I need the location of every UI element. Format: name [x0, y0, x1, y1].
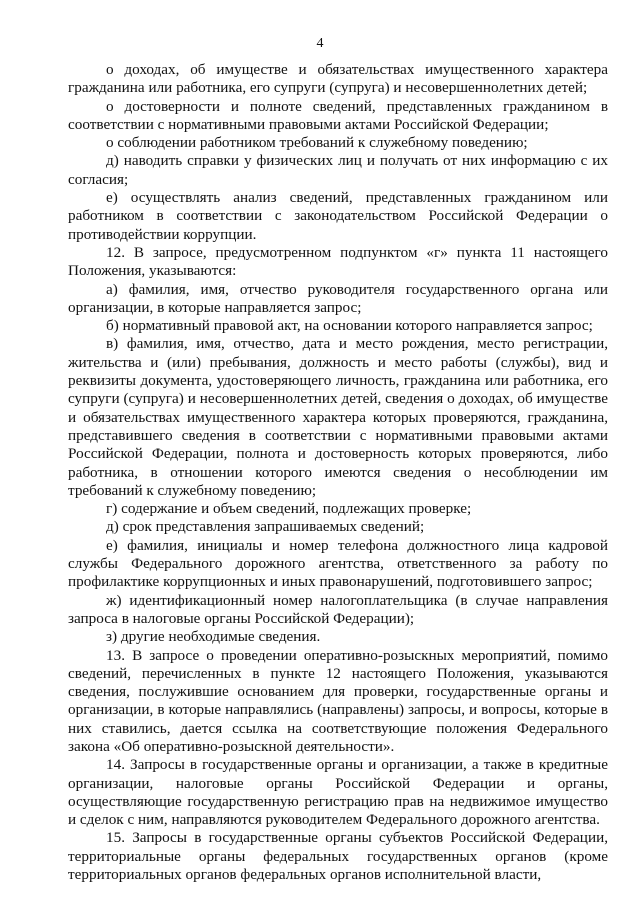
paragraph: ж) идентификационный номер налогоплательщика (в случае направления запроса в налоговые органы Российской Федерации); — [68, 591, 608, 627]
paragraph: о достоверности и полноте сведений, представленных гражданином в соответствии с нормативными правовыми актами Российской Федерации; — [68, 97, 608, 133]
paragraph: о соблюдении работником требований к служебному поведению; — [106, 134, 528, 152]
paragraph: 15. Запросы в государственные органы субъектов Российской Федерации, территориальные органы федеральных государственных органов (кроме территориальных органов федеральных органов исполнительной власти, — [68, 829, 608, 884]
paragraph: д) наводить справки у физических лиц и получать от них информацию с их согласия; — [68, 152, 608, 188]
paragraph: д) срок представления запрашиваемых сведений; — [106, 518, 425, 536]
paragraph: е) фамилия, инициалы и номер телефона должностного лица кадровой службы Федерального дорожного агентства, ответственного за работу по профилактике коррупционных и иных правонарушений, подготовившего запрос; — [68, 536, 608, 591]
paragraph: о доходах, об имуществе и обязательствах имущественного характера гражданина или работника, его супруги (супруга) и несовершеннолетних детей; — [68, 61, 608, 97]
paragraph: а) фамилия, имя, отчество руководителя государственного органа или организации, в которые направляется запрос; — [68, 280, 608, 316]
paragraph: 13. В запросе о проведении оперативно-розыскных мероприятий, помимо сведений, перечисленных в пункте 12 настоящего Положения, указываются сведения, послужившие основанием для проверки, государственные органы и организации, в которые направлялись (направлены) запросы, и вопросы, которые в них ставились, дается ссылка на соответствующие положения Федерального закона «Об оперативно-розыскной деятельности». — [68, 646, 608, 755]
paragraph: г) содержание и объем сведений, подлежащих проверке; — [106, 500, 472, 518]
paragraph: 12. В запросе, предусмотренном подпунктом «г» пункта 11 настоящего Положения, указываются: — [68, 243, 608, 280]
paragraph: е) осуществлять анализ сведений, представленных гражданином или работником в соответствии с законодательством Российской Федерации о противодействии коррупции. — [68, 189, 608, 243]
page-number: 4 — [316, 36, 324, 51]
document-body — [68, 61, 608, 884]
paragraph: в) фамилия, имя, отчество, дата и место рождения, место регистрации, жительства и (или) пребывания, должность и место работы (службы), вид и реквизиты документа, удостоверяющего личность, гражданина или работника, его супруги (супруга) и несовершеннолетних детей, сведения о доходах, об имуществе и обязательствах имущественного характера которых проверяются, гражданина, представившего сведения в соответствии с нормативными правовыми актами Российской Федерации, полнота и достоверность которых проверяются, либо работника, в отношении которого имеются сведения о несоблюдении им требований к служебному поведению; — [68, 335, 608, 499]
paragraph: 14. Запросы в государственные органы и организации, а также в кредитные организации, налоговые органы Российской Федерации и органы, осуществляющие государственную регистрацию прав на недвижимое имущество и сделок с ним, направляются руководителем Федерального дорожного агентства. — [68, 756, 608, 829]
paragraph: б) нормативный правовой акт, на основании которого направляется запрос; — [106, 317, 593, 335]
paragraph: з) другие необходимые сведения. — [106, 628, 321, 646]
